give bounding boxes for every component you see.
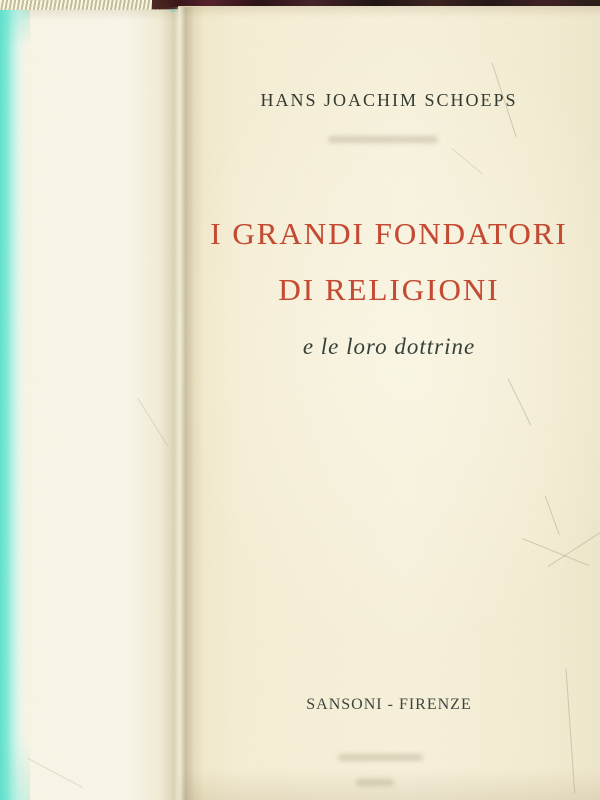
title-page [178,6,600,800]
author-name: HANS JOACHIM SCHOEPS [260,90,518,110]
show-through-smudge [338,754,423,761]
book-title-line-2: DI RELIGIONI [278,272,500,307]
show-through-smudge [356,779,394,786]
book-title-line-1: I GRANDI FONDATORI [210,216,568,251]
book-subtitle: e le loro dottrine [302,334,476,359]
publisher-imprint: SANSONI - FIRENZE [306,696,472,713]
endpaper-teal-edge [0,7,30,800]
page-gutter-shadow [160,7,204,800]
show-through-smudge [328,136,438,143]
page-edges-top-left [0,0,162,10]
